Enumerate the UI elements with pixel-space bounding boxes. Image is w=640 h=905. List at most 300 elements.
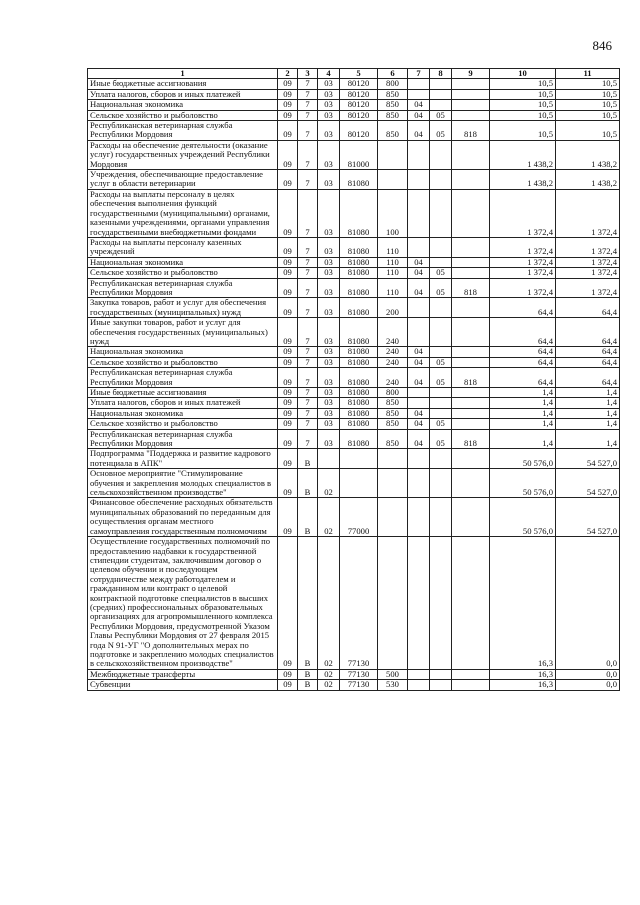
table-row (88, 257, 620, 267)
cell-code-3: 7 (298, 140, 318, 169)
cell-code-8 (430, 537, 452, 670)
cell-amount-10: 1 438,2 (490, 140, 556, 169)
cell-amount-11: 1 372,4 (556, 257, 620, 267)
cell-code-6 (378, 170, 408, 190)
cell-code-4: 03 (318, 257, 340, 267)
cell-code-2: 09 (278, 347, 298, 357)
cell-code-8 (430, 680, 452, 690)
table-row (88, 298, 620, 318)
cell-row-name: Национальная экономика (88, 100, 278, 110)
table-row (88, 140, 620, 169)
cell-code-4: 03 (318, 398, 340, 408)
cell-code-7: 04 (408, 121, 430, 141)
cell-code-4: 03 (318, 170, 340, 190)
cell-code-9 (452, 498, 490, 537)
cell-row-name: Осуществление государственных полномочий по предоставлению надбавки к государственной стипендии студентам, заключившим договор о целевом обучении и последующем сотрудничестве между работодателем и гражданином или контракт о целевой контрактной подготовке специалистов в высших (средних) профессиональных образовательных организациях для агропромышленного комплекса Республики Мордовия, предусмотренной Указом Главы Республики Мордовия от 27 февраля 2015 года N 91-УГ "О дополнительных мерах по подготовке и закреплению молодых специалистов в сельскохозяйственном производстве" (88, 537, 278, 670)
cell-code-9 (452, 257, 490, 267)
cell-code-7 (408, 189, 430, 237)
column-header: 10 (490, 69, 556, 79)
cell-code-8 (430, 237, 452, 257)
cell-code-9 (452, 110, 490, 120)
cell-code-9: 818 (452, 121, 490, 141)
cell-code-5: 81080 (340, 278, 378, 298)
cell-code-2: 09 (278, 368, 298, 388)
cell-code-9 (452, 298, 490, 318)
cell-row-name: Сельское хозяйство и рыболовство (88, 357, 278, 367)
cell-row-name: Национальная экономика (88, 257, 278, 267)
cell-amount-11: 0,0 (556, 669, 620, 679)
cell-row-name: Субвенции (88, 680, 278, 690)
cell-code-6: 850 (378, 408, 408, 418)
cell-code-9 (452, 79, 490, 89)
cell-code-4: 03 (318, 388, 340, 398)
column-header: 8 (430, 69, 452, 79)
cell-code-3: 7 (298, 408, 318, 418)
cell-code-7 (408, 449, 430, 469)
cell-code-3: 7 (298, 398, 318, 408)
cell-row-name: Расходы на выплаты персоналу в целях обеспечения выполнения функций государственными (муниципальными) органами, казенными учреждениями, органами управления государственными внебюджетными фондами (88, 189, 278, 237)
cell-row-name: Республиканская ветеринарная служба Республики Мордовия (88, 121, 278, 141)
cell-code-8: 05 (430, 110, 452, 120)
table-row (88, 419, 620, 429)
cell-code-8 (430, 498, 452, 537)
cell-amount-10: 64,4 (490, 347, 556, 357)
cell-code-4: 03 (318, 347, 340, 357)
cell-code-8 (430, 257, 452, 267)
cell-row-name: Финансовое обеспечение расходных обязательств муниципальных образований по переданным для осуществления органам местного самоуправления государственным полномочиям (88, 498, 278, 537)
cell-code-7 (408, 469, 430, 498)
cell-code-5: 81080 (340, 419, 378, 429)
cell-amount-11: 0,0 (556, 680, 620, 690)
cell-amount-11: 1,4 (556, 408, 620, 418)
cell-code-6 (378, 140, 408, 169)
cell-code-5: 81080 (340, 170, 378, 190)
column-header: 11 (556, 69, 620, 79)
cell-code-9 (452, 388, 490, 398)
cell-code-9 (452, 449, 490, 469)
cell-amount-11: 1,4 (556, 398, 620, 408)
cell-code-4: 03 (318, 368, 340, 388)
cell-amount-10: 10,5 (490, 110, 556, 120)
cell-code-6: 110 (378, 257, 408, 267)
table-row (88, 469, 620, 498)
cell-row-name: Иные бюджетные ассигнования (88, 388, 278, 398)
cell-row-name: Расходы на обеспечение деятельности (оказание услуг) государственных учреждений Республики Мордовия (88, 140, 278, 169)
cell-code-8 (430, 79, 452, 89)
table-row (88, 429, 620, 449)
cell-code-6: 200 (378, 298, 408, 318)
table-row (88, 79, 620, 89)
cell-code-3: В (298, 498, 318, 537)
cell-amount-10: 1 372,4 (490, 237, 556, 257)
cell-row-name: Национальная экономика (88, 408, 278, 418)
table-row (88, 237, 620, 257)
cell-amount-11: 10,5 (556, 100, 620, 110)
cell-amount-10: 64,4 (490, 357, 556, 367)
cell-code-2: 09 (278, 537, 298, 670)
table-row (88, 89, 620, 99)
cell-amount-10: 64,4 (490, 368, 556, 388)
cell-code-4: 03 (318, 298, 340, 318)
cell-code-9 (452, 318, 490, 347)
cell-code-9 (452, 268, 490, 278)
cell-code-6: 240 (378, 357, 408, 367)
cell-amount-10: 1 438,2 (490, 170, 556, 190)
table-row (88, 537, 620, 670)
table-row (88, 408, 620, 418)
header-row (88, 69, 620, 79)
cell-amount-10: 16,3 (490, 537, 556, 670)
cell-code-5: 81080 (340, 368, 378, 388)
cell-amount-10: 1 372,4 (490, 189, 556, 237)
column-header: 4 (318, 69, 340, 79)
cell-amount-10: 1,4 (490, 429, 556, 449)
table-row (88, 170, 620, 190)
cell-code-9 (452, 170, 490, 190)
cell-code-5: 81080 (340, 408, 378, 418)
cell-code-8 (430, 318, 452, 347)
cell-row-name: Республиканская ветеринарная служба Республики Мордовия (88, 368, 278, 388)
cell-code-3: 7 (298, 121, 318, 141)
cell-code-5: 81000 (340, 140, 378, 169)
cell-amount-11: 1 372,4 (556, 268, 620, 278)
cell-code-2: 09 (278, 298, 298, 318)
cell-row-name: Расходы на выплаты персоналу казенных учреждений (88, 237, 278, 257)
cell-code-2: 09 (278, 121, 298, 141)
cell-code-4: 02 (318, 537, 340, 670)
column-header: 1 (88, 69, 278, 79)
cell-code-7 (408, 669, 430, 679)
cell-code-6: 850 (378, 398, 408, 408)
cell-amount-11: 10,5 (556, 121, 620, 141)
cell-code-8: 05 (430, 278, 452, 298)
cell-code-6: 110 (378, 268, 408, 278)
table-row (88, 680, 620, 690)
cell-code-8 (430, 89, 452, 99)
cell-code-5: 81080 (340, 318, 378, 347)
cell-code-9 (452, 189, 490, 237)
cell-code-4: 02 (318, 680, 340, 690)
column-header: 7 (408, 69, 430, 79)
cell-code-5: 81080 (340, 257, 378, 267)
cell-code-3: 7 (298, 419, 318, 429)
cell-code-9: 818 (452, 278, 490, 298)
cell-code-4: 03 (318, 408, 340, 418)
cell-amount-11: 54 527,0 (556, 498, 620, 537)
cell-code-7 (408, 398, 430, 408)
cell-code-3: 7 (298, 357, 318, 367)
cell-code-3: 7 (298, 347, 318, 357)
cell-row-name: Республиканская ветеринарная служба Республики Мордовия (88, 278, 278, 298)
budget-table (87, 68, 620, 691)
cell-code-7 (408, 498, 430, 537)
cell-code-8: 05 (430, 429, 452, 449)
cell-row-name: Республиканская ветеринарная служба Республики Мордовия (88, 429, 278, 449)
cell-code-9 (452, 237, 490, 257)
cell-code-8 (430, 388, 452, 398)
cell-row-name: Национальная экономика (88, 347, 278, 357)
cell-code-8: 05 (430, 121, 452, 141)
cell-amount-10: 1 372,4 (490, 257, 556, 267)
cell-code-3: 7 (298, 100, 318, 110)
cell-code-5: 81080 (340, 388, 378, 398)
cell-code-3: 7 (298, 278, 318, 298)
cell-code-3: 7 (298, 170, 318, 190)
cell-amount-11: 1 438,2 (556, 140, 620, 169)
cell-code-6: 850 (378, 100, 408, 110)
cell-code-5: 77000 (340, 498, 378, 537)
table-row (88, 110, 620, 120)
cell-code-3: В (298, 669, 318, 679)
cell-code-7 (408, 298, 430, 318)
cell-code-5: 80120 (340, 100, 378, 110)
page-number: 846 (592, 38, 612, 53)
cell-code-6: 110 (378, 237, 408, 257)
cell-code-6: 850 (378, 89, 408, 99)
cell-code-9 (452, 357, 490, 367)
table-row (88, 388, 620, 398)
cell-code-2: 09 (278, 388, 298, 398)
cell-code-7 (408, 537, 430, 670)
cell-code-5: 80120 (340, 89, 378, 99)
cell-amount-11: 1 372,4 (556, 278, 620, 298)
cell-amount-11: 54 527,0 (556, 469, 620, 498)
cell-amount-11: 64,4 (556, 357, 620, 367)
cell-code-8 (430, 449, 452, 469)
cell-code-2: 09 (278, 469, 298, 498)
cell-code-7: 04 (408, 268, 430, 278)
cell-code-7: 04 (408, 257, 430, 267)
cell-code-3: В (298, 469, 318, 498)
cell-code-8 (430, 100, 452, 110)
cell-code-3: В (298, 537, 318, 670)
cell-amount-11: 10,5 (556, 110, 620, 120)
cell-code-3: 7 (298, 268, 318, 278)
cell-code-7 (408, 237, 430, 257)
cell-code-2: 09 (278, 100, 298, 110)
cell-row-name: Иные закупки товаров, работ и услуг для обеспечения государственных (муниципальных) нужд (88, 318, 278, 347)
cell-code-7 (408, 79, 430, 89)
cell-code-6: 240 (378, 368, 408, 388)
cell-code-2: 09 (278, 257, 298, 267)
cell-code-2: 09 (278, 680, 298, 690)
cell-code-8 (430, 140, 452, 169)
cell-code-6: 110 (378, 278, 408, 298)
cell-code-9 (452, 398, 490, 408)
cell-code-2: 09 (278, 357, 298, 367)
cell-code-5: 77130 (340, 537, 378, 670)
cell-amount-11: 64,4 (556, 368, 620, 388)
cell-code-8 (430, 189, 452, 237)
cell-code-5: 81080 (340, 347, 378, 357)
column-header: 9 (452, 69, 490, 79)
cell-code-7: 04 (408, 110, 430, 120)
cell-code-8: 05 (430, 419, 452, 429)
cell-amount-10: 10,5 (490, 79, 556, 89)
cell-code-3: 7 (298, 388, 318, 398)
cell-amount-11: 64,4 (556, 298, 620, 318)
cell-code-5: 80120 (340, 79, 378, 89)
cell-code-6: 800 (378, 79, 408, 89)
cell-code-4: 03 (318, 100, 340, 110)
cell-row-name: Уплата налогов, сборов и иных платежей (88, 89, 278, 99)
table-row (88, 669, 620, 679)
cell-code-9 (452, 100, 490, 110)
cell-code-5: 81080 (340, 298, 378, 318)
cell-code-2: 09 (278, 429, 298, 449)
cell-amount-11: 64,4 (556, 318, 620, 347)
cell-code-5: 80120 (340, 110, 378, 120)
cell-code-5 (340, 469, 378, 498)
cell-code-9 (452, 680, 490, 690)
cell-code-9: 818 (452, 368, 490, 388)
cell-code-2: 09 (278, 318, 298, 347)
cell-code-6: 850 (378, 110, 408, 120)
cell-row-name: Иные бюджетные ассигнования (88, 79, 278, 89)
cell-amount-10: 1,4 (490, 419, 556, 429)
cell-code-5: 81080 (340, 357, 378, 367)
cell-code-3: 7 (298, 79, 318, 89)
cell-code-7 (408, 170, 430, 190)
cell-code-6: 100 (378, 189, 408, 237)
cell-code-8 (430, 469, 452, 498)
cell-code-4: 03 (318, 79, 340, 89)
table-row (88, 318, 620, 347)
table-row (88, 268, 620, 278)
table-row (88, 398, 620, 408)
table-row (88, 498, 620, 537)
cell-code-7: 04 (408, 408, 430, 418)
cell-code-3: В (298, 680, 318, 690)
cell-amount-10: 1,4 (490, 398, 556, 408)
cell-code-8 (430, 669, 452, 679)
cell-code-8: 05 (430, 368, 452, 388)
cell-code-3: 7 (298, 237, 318, 257)
cell-code-5: 81080 (340, 189, 378, 237)
cell-code-4: 03 (318, 357, 340, 367)
column-header: 5 (340, 69, 378, 79)
cell-code-5: 81080 (340, 429, 378, 449)
cell-amount-10: 1 372,4 (490, 268, 556, 278)
cell-amount-10: 1,4 (490, 388, 556, 398)
cell-code-5 (340, 449, 378, 469)
cell-code-6: 500 (378, 669, 408, 679)
cell-code-9 (452, 669, 490, 679)
cell-code-7: 04 (408, 419, 430, 429)
cell-code-2: 09 (278, 110, 298, 120)
cell-code-2: 09 (278, 189, 298, 237)
cell-code-2: 09 (278, 268, 298, 278)
cell-amount-10: 50 576,0 (490, 469, 556, 498)
cell-code-9 (452, 89, 490, 99)
cell-code-6: 850 (378, 419, 408, 429)
cell-code-7 (408, 89, 430, 99)
cell-code-3: 7 (298, 110, 318, 120)
cell-row-name: Межбюджетные трансферты (88, 669, 278, 679)
cell-code-4: 02 (318, 498, 340, 537)
cell-code-2: 09 (278, 449, 298, 469)
table-row (88, 357, 620, 367)
table-row (88, 189, 620, 237)
cell-code-4: 03 (318, 121, 340, 141)
cell-code-3: 7 (298, 318, 318, 347)
cell-code-7: 04 (408, 100, 430, 110)
cell-code-7: 04 (408, 278, 430, 298)
cell-amount-10: 16,3 (490, 669, 556, 679)
cell-code-3: 7 (298, 368, 318, 388)
cell-code-7 (408, 680, 430, 690)
cell-amount-10: 50 576,0 (490, 498, 556, 537)
cell-code-9 (452, 408, 490, 418)
cell-row-name: Закупка товаров, работ и услуг для обеспечения государственных (муниципальных) нужд (88, 298, 278, 318)
cell-row-name: Подпрограмма "Поддержка и развитие кадрового потенциала в АПК" (88, 449, 278, 469)
cell-code-4: 03 (318, 189, 340, 237)
cell-row-name: Сельское хозяйство и рыболовство (88, 419, 278, 429)
cell-amount-11: 0,0 (556, 537, 620, 670)
cell-code-3: 7 (298, 257, 318, 267)
cell-code-2: 09 (278, 278, 298, 298)
cell-code-2: 09 (278, 398, 298, 408)
cell-code-9 (452, 419, 490, 429)
cell-code-7: 04 (408, 357, 430, 367)
cell-code-2: 09 (278, 89, 298, 99)
cell-code-4: 02 (318, 469, 340, 498)
cell-code-2: 09 (278, 408, 298, 418)
cell-code-4 (318, 449, 340, 469)
cell-code-2: 09 (278, 140, 298, 169)
cell-row-name: Уплата налогов, сборов и иных платежей (88, 398, 278, 408)
cell-code-6 (378, 469, 408, 498)
cell-code-6: 850 (378, 121, 408, 141)
cell-code-7 (408, 140, 430, 169)
column-header: 2 (278, 69, 298, 79)
cell-code-7: 04 (408, 368, 430, 388)
cell-code-3: 7 (298, 429, 318, 449)
cell-code-4: 03 (318, 278, 340, 298)
cell-code-9: 818 (452, 429, 490, 449)
table-row (88, 278, 620, 298)
cell-row-name: Основное мероприятие "Стимулирование обучения и закрепления молодых специалистов в сельскохозяйственном производстве" (88, 469, 278, 498)
cell-amount-11: 1,4 (556, 419, 620, 429)
cell-code-6: 800 (378, 388, 408, 398)
cell-code-5: 80120 (340, 121, 378, 141)
cell-amount-11: 10,5 (556, 89, 620, 99)
cell-row-name: Учреждения, обеспечивающие предоставление услуг в области ветеринарии (88, 170, 278, 190)
cell-code-2: 09 (278, 237, 298, 257)
cell-code-2: 09 (278, 498, 298, 537)
cell-code-7: 04 (408, 347, 430, 357)
table-row (88, 368, 620, 388)
cell-code-4: 03 (318, 429, 340, 449)
table-row (88, 121, 620, 141)
cell-code-6: 240 (378, 318, 408, 347)
cell-code-9 (452, 469, 490, 498)
cell-code-5: 77130 (340, 680, 378, 690)
cell-amount-11: 1 438,2 (556, 170, 620, 190)
table-row (88, 347, 620, 357)
cell-code-8: 05 (430, 268, 452, 278)
cell-amount-11: 1 372,4 (556, 237, 620, 257)
table-row (88, 100, 620, 110)
cell-code-7: 04 (408, 429, 430, 449)
cell-code-3: В (298, 449, 318, 469)
cell-amount-11: 54 527,0 (556, 449, 620, 469)
cell-amount-11: 64,4 (556, 347, 620, 357)
cell-code-9 (452, 537, 490, 670)
cell-code-8: 05 (430, 357, 452, 367)
cell-code-7 (408, 388, 430, 398)
cell-amount-10: 50 576,0 (490, 449, 556, 469)
